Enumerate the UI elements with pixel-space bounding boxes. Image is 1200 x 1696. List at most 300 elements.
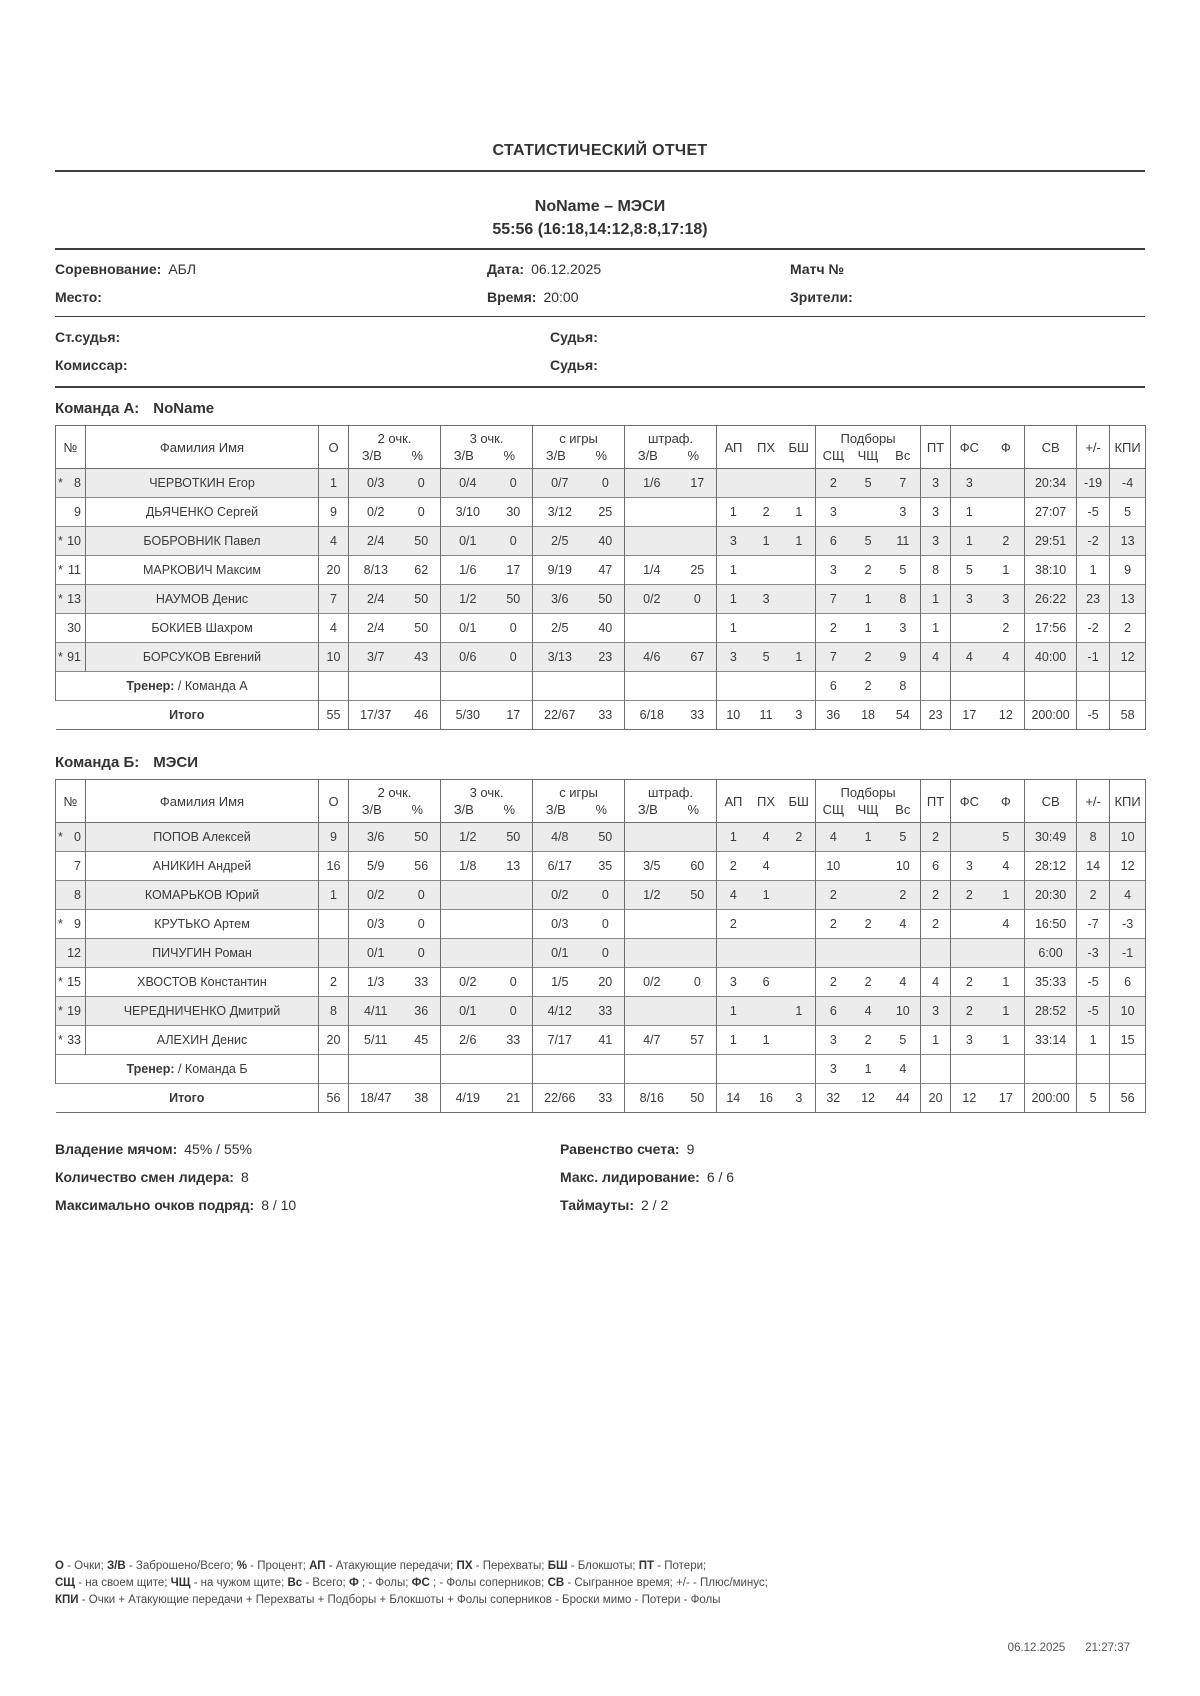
stat-cell-ap: 1: [717, 823, 750, 852]
stat-cell-rc: [851, 498, 886, 527]
legend-abbr: СВ: [547, 1577, 565, 1589]
stat-cell-sv: 40:00: [1025, 643, 1077, 672]
player-name: БОБРОВНИК Павел: [86, 527, 319, 556]
match-no-field: [790, 261, 1145, 277]
player-name: НАУМОВ Денис: [86, 585, 319, 614]
stat-cell-ftp: [679, 823, 717, 852]
stat-cell-rc: 2: [851, 556, 886, 585]
stat-cell-rv: 5: [886, 1026, 921, 1055]
stat-cell-pm: -3: [1077, 939, 1110, 968]
stat-cell-fg3p: 0: [495, 997, 533, 1026]
stat-cell-sv: [1025, 1055, 1077, 1084]
stat-cell-pt: 3: [921, 527, 951, 556]
stat-cell-ft: 0/2: [625, 585, 679, 614]
stat-cell-ftp: 67: [679, 643, 717, 672]
legend-abbr: ЧЩ: [170, 1577, 191, 1589]
stat-cell-kpi: -4: [1110, 469, 1146, 498]
header-group: ФС Ф: [951, 426, 1025, 469]
stat-cell-px: [750, 1055, 783, 1084]
stat-cell-rv: 2: [886, 881, 921, 910]
stat-cell-pt: 20: [921, 1084, 951, 1113]
player-row: [56, 498, 1146, 527]
stat-cell-rc: 4: [851, 997, 886, 1026]
player-number: 9: [74, 917, 81, 931]
lead-changes-value: 8: [240, 1169, 249, 1185]
stat-cell-pt: 3: [921, 997, 951, 1026]
stat-cell-pts: [319, 910, 349, 939]
stat-cell-ftp: [679, 498, 717, 527]
team-a-name: NoName: [153, 400, 215, 417]
stat-cell-kpi: 13: [1110, 585, 1146, 614]
stat-cell-f: 4: [988, 910, 1025, 939]
stat-cell-ap: 1: [717, 556, 750, 585]
stat-cell-fs: 2: [951, 997, 988, 1026]
stat-cell-bsh: [783, 910, 816, 939]
stats-header-row: [56, 780, 1146, 823]
meta-row: [55, 255, 1145, 283]
stat-cell-pt: 6: [921, 852, 951, 881]
stat-cell-rc: 18: [851, 701, 886, 730]
stat-cell-fgp: 0: [587, 939, 625, 968]
player-row: [56, 823, 1146, 852]
stat-cell-rc: 2: [851, 1026, 886, 1055]
stat-cell-bsh: 2: [783, 823, 816, 852]
stat-cell-sv: 30:49: [1025, 823, 1077, 852]
date-value: 06.12.2025: [531, 261, 602, 277]
timeouts-field: [560, 1197, 1145, 1213]
stat-cell-kpi: 10: [1110, 823, 1146, 852]
stat-cell-fg2: 17/37: [349, 701, 403, 730]
player-number: 7: [74, 859, 81, 873]
stat-cell-pt: 1: [921, 614, 951, 643]
player-number-cell: [56, 527, 86, 556]
stat-cell-fs: 4: [951, 643, 988, 672]
stat-cell-pts: [319, 939, 349, 968]
player-number: 33: [67, 1033, 81, 1047]
stat-cell-ft: [625, 1055, 679, 1084]
stat-cell-fs: [951, 614, 988, 643]
legend-abbr: ПХ: [456, 1560, 473, 1572]
ref2-label: Судья:: [550, 357, 598, 373]
stat-cell-ap: 2: [717, 852, 750, 881]
stat-cell-pts: 9: [319, 823, 349, 852]
max-lead-value: 6 / 6: [706, 1169, 735, 1185]
stat-cell-fg2: 2/4: [349, 614, 403, 643]
stat-cell-fg2p: 62: [403, 556, 441, 585]
stat-cell-f: 1: [988, 968, 1025, 997]
stat-cell-rv: 10: [886, 852, 921, 881]
stat-cell-fg2: 3/6: [349, 823, 403, 852]
stat-cell-rs: [816, 939, 851, 968]
stat-cell-rs: 6: [816, 672, 851, 701]
stat-cell-fgp: 20: [587, 968, 625, 997]
stat-cell-sv: 6:00: [1025, 939, 1077, 968]
stat-cell-fg: 2/5: [533, 527, 587, 556]
header-eff: КПИ: [1110, 426, 1146, 469]
timeouts-value: 2 / 2: [641, 1197, 669, 1213]
stat-cell-rs: 2: [816, 910, 851, 939]
stat-cell-fg3p: [495, 910, 533, 939]
stat-cell-f: 2: [988, 614, 1025, 643]
header-group: с игры З/В %: [533, 426, 625, 469]
spectators-label: Зрители:: [790, 289, 853, 305]
stat-cell-sv: 38:10: [1025, 556, 1077, 585]
player-name: ДЬЯЧЕНКО Сергей: [86, 498, 319, 527]
stat-cell-pm: -7: [1077, 910, 1110, 939]
possession-value: 45% / 55%: [184, 1141, 252, 1157]
stat-cell-pts: 9: [319, 498, 349, 527]
stat-cell-pts: 2: [319, 968, 349, 997]
player-number: 30: [67, 621, 81, 635]
stat-cell-ap: 2: [717, 910, 750, 939]
player-number-cell: [56, 643, 86, 672]
team-b-stats-table: [55, 779, 1146, 1113]
stat-cell-fg2p: 50: [403, 585, 441, 614]
stat-cell-pts: 7: [319, 585, 349, 614]
stat-cell-rc: 1: [851, 823, 886, 852]
stat-cell-ft: 6/18: [625, 701, 679, 730]
legend-text: - на своем щите;: [75, 1577, 171, 1589]
stats-header-row: [56, 426, 1146, 469]
stat-cell-pt: [921, 672, 951, 701]
stat-cell-fg3p: 0: [495, 614, 533, 643]
player-row: [56, 852, 1146, 881]
header-num: №: [56, 426, 86, 469]
stat-cell-bsh: [783, 881, 816, 910]
stat-cell-ap: 3: [717, 527, 750, 556]
stat-cell-pm: -2: [1077, 527, 1110, 556]
totals-label: Итого: [56, 1084, 319, 1113]
stat-cell-fg3: 2/6: [441, 1026, 495, 1055]
stat-cell-bsh: [783, 939, 816, 968]
stat-cell-fg3: 3/10: [441, 498, 495, 527]
stat-cell-pt: 8: [921, 556, 951, 585]
stat-cell-pts: 56: [319, 1084, 349, 1113]
lead-changes-field: [55, 1169, 560, 1185]
chief-ref-field: [55, 329, 550, 345]
starter-mark: *: [58, 975, 63, 989]
stat-cell-ftp: 25: [679, 556, 717, 585]
starter-mark: *: [58, 917, 63, 931]
stat-cell-ap: 1: [717, 585, 750, 614]
stat-cell-ap: 1: [717, 498, 750, 527]
stat-cell-f: 17: [988, 1084, 1025, 1113]
header-turnovers: ПТ: [921, 780, 951, 823]
referee-row: [55, 351, 1145, 379]
player-number-cell: [56, 910, 86, 939]
stat-cell-fgp: 0: [587, 881, 625, 910]
header-group: 2 очк. З/В %: [349, 780, 441, 823]
stat-cell-rv: 10: [886, 997, 921, 1026]
stat-cell-sv: 20:34: [1025, 469, 1077, 498]
summary-row: [55, 1135, 1145, 1163]
stat-cell-fg3: 0/1: [441, 527, 495, 556]
stat-cell-px: 6: [750, 968, 783, 997]
stat-cell-rv: 11: [886, 527, 921, 556]
stat-cell-rc: 5: [851, 469, 886, 498]
stat-cell-px: 11: [750, 701, 783, 730]
stat-cell-rs: 3: [816, 498, 851, 527]
team-b-label: Команда Б:: [55, 754, 140, 771]
stat-cell-rc: 1: [851, 585, 886, 614]
stat-cell-fs: 1: [951, 527, 988, 556]
stat-cell-fg2: 8/13: [349, 556, 403, 585]
stat-cell-fgp: 50: [587, 585, 625, 614]
player-number: 9: [74, 505, 81, 519]
player-row: [56, 469, 1146, 498]
player-number-cell: [56, 585, 86, 614]
team-a-label: Команда А:: [55, 400, 140, 417]
stat-cell-fg2: [349, 672, 403, 701]
starter-mark: *: [58, 592, 63, 606]
stat-cell-fg: 0/7: [533, 469, 587, 498]
stat-cell-rv: 4: [886, 1055, 921, 1084]
stat-cell-fg2p: 56: [403, 852, 441, 881]
player-name: КОМАРЬКОВ Юрий: [86, 881, 319, 910]
header-group: Подборы СЩ ЧЩ Вс: [816, 426, 921, 469]
max-run-field: [55, 1197, 560, 1213]
stat-cell-rc: 2: [851, 643, 886, 672]
stat-cell-pts: 55: [319, 701, 349, 730]
stat-cell-rs: 10: [816, 852, 851, 881]
lead-changes-label: Количество смен лидера:: [55, 1169, 234, 1185]
player-name: АЛЕХИН Денис: [86, 1026, 319, 1055]
player-name: АНИКИН Андрей: [86, 852, 319, 881]
stat-cell-fg3: 4/19: [441, 1084, 495, 1113]
stat-cell-rs: 4: [816, 823, 851, 852]
stat-cell-pm: -5: [1077, 968, 1110, 997]
ties-field: [560, 1141, 1145, 1157]
stat-cell-rv: 5: [886, 823, 921, 852]
player-number: 15: [67, 975, 81, 989]
stat-cell-fgp: [587, 672, 625, 701]
stat-cell-kpi: 12: [1110, 643, 1146, 672]
stat-cell-rc: [851, 881, 886, 910]
stat-cell-rc: 2: [851, 910, 886, 939]
stat-cell-rc: 5: [851, 527, 886, 556]
stat-cell-pt: 1: [921, 1026, 951, 1055]
stat-cell-pt: [921, 1055, 951, 1084]
date-label: Дата:: [487, 261, 525, 277]
stat-cell-rv: 9: [886, 643, 921, 672]
stat-cell-rs: 2: [816, 469, 851, 498]
stat-cell-pt: 23: [921, 701, 951, 730]
stat-cell-fg: 3/13: [533, 643, 587, 672]
stat-cell-fgp: 33: [587, 997, 625, 1026]
stat-cell-fg2: 5/11: [349, 1026, 403, 1055]
legend-text: - Перехваты;: [472, 1560, 548, 1572]
player-row: [56, 585, 1146, 614]
header-plusminus: +/-: [1077, 780, 1110, 823]
ref1-label: Судья:: [550, 329, 598, 345]
stat-cell-px: [750, 556, 783, 585]
stat-cell-ftp: 0: [679, 968, 717, 997]
stat-cell-fs: [951, 910, 988, 939]
stat-cell-pts: 8: [319, 997, 349, 1026]
stat-cell-ap: [717, 939, 750, 968]
stat-cell-fg2p: 46: [403, 701, 441, 730]
player-name: ХВОСТОВ Константин: [86, 968, 319, 997]
stat-cell-fg3p: [495, 939, 533, 968]
stat-cell-fg3: 1/2: [441, 585, 495, 614]
stat-cell-ft: [625, 910, 679, 939]
starter-mark: *: [58, 830, 63, 844]
stat-cell-fg3: 1/2: [441, 823, 495, 852]
stat-cell-fg2: 0/2: [349, 881, 403, 910]
stat-cell-kpi: 5: [1110, 498, 1146, 527]
stat-cell-ap: 3: [717, 643, 750, 672]
competition-label: Соревнование:: [55, 261, 162, 277]
stat-cell-bsh: [783, 469, 816, 498]
stat-cell-rv: [886, 939, 921, 968]
stat-cell-fg3p: [495, 881, 533, 910]
stat-cell-fg3p: 17: [495, 556, 533, 585]
header-name: Фамилия Имя: [86, 426, 319, 469]
stat-cell-rc: [851, 939, 886, 968]
player-number: 8: [74, 476, 81, 490]
stat-cell-fg2p: 50: [403, 823, 441, 852]
stat-cell-px: 16: [750, 1084, 783, 1113]
match-meta: [55, 255, 1145, 311]
header-plusminus: +/-: [1077, 426, 1110, 469]
legend-text: ; - Фолы соперников;: [429, 1577, 548, 1589]
stat-cell-kpi: [1110, 672, 1146, 701]
legend-text: - Атакующие передачи;: [325, 1560, 457, 1572]
stat-cell-pt: 2: [921, 823, 951, 852]
stat-cell-px: 1: [750, 527, 783, 556]
stat-cell-pm: 2: [1077, 881, 1110, 910]
summary-row: [55, 1163, 1145, 1191]
stat-cell-ftp: [679, 527, 717, 556]
competition-field: [55, 261, 487, 277]
player-number: 11: [68, 563, 81, 577]
stat-cell-fg3p: 17: [495, 701, 533, 730]
stat-cell-f: 12: [988, 701, 1025, 730]
stat-cell-fgp: 23: [587, 643, 625, 672]
stat-cell-sv: 28:52: [1025, 997, 1077, 1026]
stat-cell-fg3: 5/30: [441, 701, 495, 730]
time-label: Время:: [487, 289, 537, 305]
stat-cell-fg3: [441, 1055, 495, 1084]
stat-cell-fg2p: 50: [403, 614, 441, 643]
player-row: [56, 556, 1146, 585]
stat-cell-sv: 33:14: [1025, 1026, 1077, 1055]
commissar-label: Комиссар:: [55, 357, 128, 373]
print-timestamp: [1008, 1642, 1130, 1654]
stat-cell-sv: 16:50: [1025, 910, 1077, 939]
legend-abbr: Вс: [287, 1577, 303, 1589]
header-group: АП ПХ БШ: [717, 426, 816, 469]
legend-text: - Сыгранное время; +/- - Плюс/минус;: [564, 1577, 768, 1589]
stat-cell-kpi: 10: [1110, 997, 1146, 1026]
stat-cell-fg: 0/2: [533, 881, 587, 910]
team-a-stats-table: [55, 425, 1146, 730]
max-lead-field: [560, 1169, 1145, 1185]
stat-cell-fg2: 5/9: [349, 852, 403, 881]
team-b-title: [55, 754, 1145, 772]
stat-cell-ft: 3/5: [625, 852, 679, 881]
player-number: 19: [67, 1004, 81, 1018]
match-teams: NoName – МЭСИ: [534, 198, 666, 215]
header-points: О: [319, 780, 349, 823]
player-number-cell: [56, 469, 86, 498]
stat-cell-f: [988, 939, 1025, 968]
stat-cell-sv: 35:33: [1025, 968, 1077, 997]
stat-cell-sv: 26:22: [1025, 585, 1077, 614]
stat-cell-ft: [625, 939, 679, 968]
header-time: СВ: [1025, 426, 1077, 469]
header-group: с игры З/В %: [533, 780, 625, 823]
coach-label: Тренер: / Команда А: [56, 672, 319, 701]
stat-cell-ftp: [679, 1055, 717, 1084]
stat-cell-ftp: 33: [679, 701, 717, 730]
legend-abbr: ПТ: [638, 1560, 655, 1572]
stat-cell-pts: 20: [319, 1026, 349, 1055]
stat-cell-ft: 1/6: [625, 469, 679, 498]
player-name: БОРСУКОВ Евгений: [86, 643, 319, 672]
stat-cell-ftp: [679, 910, 717, 939]
stat-cell-pm: -1: [1077, 643, 1110, 672]
legend-line: [55, 1575, 1145, 1592]
stat-cell-rv: 44: [886, 1084, 921, 1113]
coach-row: [56, 672, 1146, 701]
stat-cell-ftp: [679, 672, 717, 701]
ref1-field: [550, 329, 1145, 345]
player-number-cell: [56, 968, 86, 997]
starter-mark: *: [58, 1033, 63, 1047]
stat-cell-rc: 2: [851, 968, 886, 997]
stat-cell-fg2: 0/2: [349, 498, 403, 527]
coach-row: [56, 1055, 1146, 1084]
stat-cell-pts: 1: [319, 469, 349, 498]
stat-cell-ft: 4/7: [625, 1026, 679, 1055]
stat-cell-rc: [851, 852, 886, 881]
stat-cell-px: 1: [750, 881, 783, 910]
player-number: 0: [74, 830, 81, 844]
stat-cell-fgp: [587, 1055, 625, 1084]
stat-cell-pts: 10: [319, 643, 349, 672]
header-group: штраф. З/В %: [625, 426, 717, 469]
header-turnovers: ПТ: [921, 426, 951, 469]
stat-cell-bsh: [783, 1026, 816, 1055]
stat-cell-fg3: [441, 672, 495, 701]
stat-cell-fg3: 0/2: [441, 968, 495, 997]
legend-text: - Очки + Атакующие передачи + Перехваты + Подборы + Блокшоты + Фолы соперников - Броски мимо - Потери - Фолы: [78, 1594, 721, 1606]
stat-cell-fs: 3: [951, 585, 988, 614]
totals-row: [56, 1084, 1146, 1113]
stat-cell-px: [750, 910, 783, 939]
ref2-field: [550, 357, 1145, 373]
totals-label: Итого: [56, 701, 319, 730]
stat-cell-fg: 22/67: [533, 701, 587, 730]
stat-cell-fg: 0/1: [533, 939, 587, 968]
stat-cell-pt: 2: [921, 881, 951, 910]
stat-cell-px: [750, 997, 783, 1026]
player-number-cell: [56, 556, 86, 585]
stat-cell-fg: 22/66: [533, 1084, 587, 1113]
stat-cell-fgp: 40: [587, 527, 625, 556]
stat-cell-pts: 4: [319, 614, 349, 643]
summary-row: [55, 1191, 1145, 1219]
stat-cell-pts: 4: [319, 527, 349, 556]
stat-cell-pm: 14: [1077, 852, 1110, 881]
header-name: Фамилия Имя: [86, 780, 319, 823]
team-b-name: МЭСИ: [153, 754, 199, 771]
stat-cell-rs: 2: [816, 968, 851, 997]
header-group: 2 очк. З/В %: [349, 426, 441, 469]
player-number: 13: [67, 592, 81, 606]
chief-ref-label: Ст.судья:: [55, 329, 121, 345]
